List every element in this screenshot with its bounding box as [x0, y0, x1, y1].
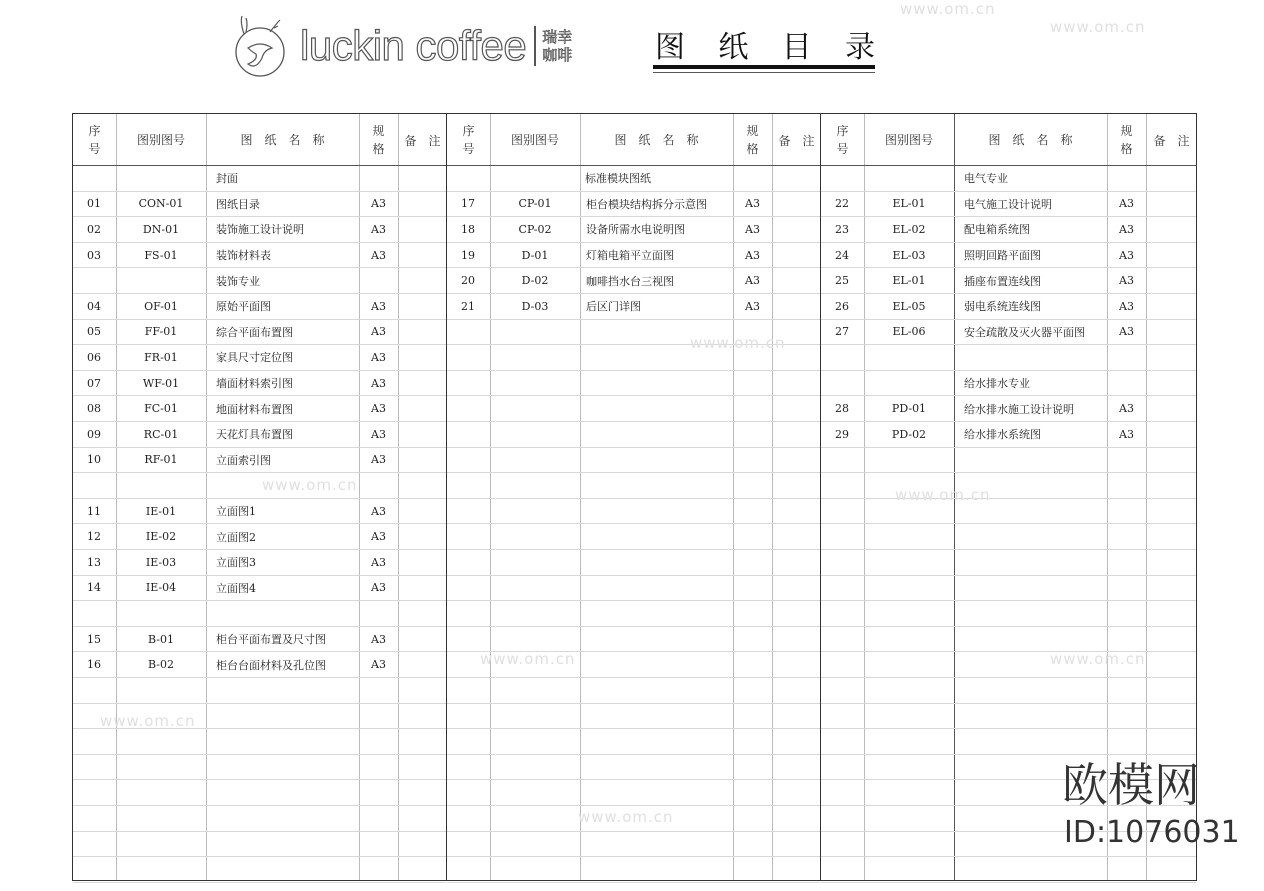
empty-row [821, 678, 1196, 704]
drawing-name: 原始平面图 [216, 300, 271, 314]
paper-size: A3 [1119, 248, 1134, 262]
table-row [73, 576, 446, 602]
watermark-site: www.om.cn [895, 486, 991, 504]
empty-row [821, 601, 1196, 627]
row-number: 27 [835, 325, 849, 339]
empty-row [447, 806, 820, 832]
empty-row [821, 448, 1196, 474]
drawing-name: 后区门详图 [586, 300, 641, 314]
drawing-code: B-01 [147, 632, 174, 646]
page-title [655, 22, 875, 66]
luckin-logo [230, 14, 576, 78]
table-row [821, 243, 1196, 269]
header-remark: 备 注 [398, 114, 447, 166]
paper-size: A3 [1119, 427, 1134, 441]
empty-row [73, 755, 446, 781]
header-remark: 备 注 [772, 114, 821, 166]
paper-size: A3 [1119, 274, 1134, 288]
header-name: 图 纸 名 称 [954, 114, 1107, 166]
table-row [447, 217, 820, 243]
paper-size: A3 [1119, 402, 1134, 416]
drawing-name: 装饰施工设计说明 [216, 223, 304, 237]
row-number: 21 [461, 299, 475, 313]
drawing-code: CON-01 [138, 197, 184, 211]
table-row [447, 192, 820, 218]
empty-row [447, 448, 820, 474]
row-number: 14 [87, 581, 101, 595]
paper-size: A3 [371, 530, 386, 544]
drawing-code: CP-02 [518, 222, 552, 236]
paper-size: A3 [371, 453, 386, 467]
drawing-code: IE-04 [145, 581, 177, 595]
row-number: 24 [835, 248, 849, 262]
empty-row [447, 678, 820, 704]
drawing-index-panel [72, 113, 447, 881]
row-number: 20 [461, 274, 475, 288]
row-number: 29 [835, 427, 849, 441]
title-underline-thin [653, 72, 875, 73]
drawing-code: IE-03 [145, 555, 177, 569]
drawing-code: FC-01 [144, 402, 178, 416]
header-code: 图别图号 [490, 114, 580, 166]
row-number: 19 [461, 248, 475, 262]
row-number: 04 [87, 299, 101, 313]
empty-row [447, 755, 820, 781]
drawing-name: 装饰材料表 [216, 249, 271, 263]
paper-size: A3 [371, 427, 386, 441]
brand-divider [534, 26, 536, 66]
empty-row [447, 857, 820, 883]
paper-size: A3 [371, 581, 386, 595]
drawing-code: PD-02 [891, 427, 927, 441]
section-row [447, 166, 820, 192]
empty-row [821, 499, 1196, 525]
drawing-name: 电气施工设计说明 [964, 197, 1052, 211]
header-size: 规格 [733, 114, 772, 166]
row-number: 06 [87, 350, 101, 364]
drawing-code: IE-01 [145, 504, 177, 518]
drawing-name: 弱电系统连线图 [964, 300, 1041, 314]
row-number: 08 [87, 402, 101, 416]
drawing-name: 立面索引图 [216, 453, 271, 467]
empty-row [73, 473, 446, 499]
drawing-code: EL-06 [892, 325, 926, 339]
drawing-code: EL-01 [892, 274, 926, 288]
table-row [73, 345, 446, 371]
paper-size: A3 [371, 248, 386, 262]
header-code: 图别图号 [864, 114, 954, 166]
drawing-name: 照明回路平面图 [964, 249, 1041, 263]
empty-row [73, 780, 446, 806]
empty-row [821, 704, 1196, 730]
header-size: 规格 [359, 114, 398, 166]
drawing-code: FR-01 [144, 350, 178, 364]
empty-row [447, 320, 820, 346]
section-title: 标准模块图纸 [585, 172, 651, 186]
empty-row [821, 550, 1196, 576]
row-number: 05 [87, 325, 101, 339]
empty-row [447, 524, 820, 550]
empty-row [821, 345, 1196, 371]
empty-row [447, 371, 820, 397]
header-no: 序号 [73, 114, 116, 166]
drawing-code: EL-03 [892, 248, 926, 262]
paper-size: A3 [371, 632, 386, 646]
watermark-site: www.om.cn [480, 650, 576, 668]
section-title: 封面 [216, 172, 238, 186]
table-row [821, 217, 1196, 243]
title-char: 纸 [718, 30, 749, 65]
row-number: 26 [835, 299, 849, 313]
empty-row [821, 473, 1196, 499]
row-number: 16 [87, 658, 101, 672]
paper-size: A3 [371, 555, 386, 569]
table-row [73, 396, 446, 422]
row-number: 01 [87, 197, 101, 211]
paper-size: A3 [371, 504, 386, 518]
drawing-name: 灯箱电箱平立面图 [586, 249, 674, 263]
drawing-index-panel [446, 113, 821, 881]
header-remark: 备 注 [1146, 114, 1197, 166]
paper-size: A3 [371, 197, 386, 211]
drawing-name: 柜台模块结构拆分示意图 [586, 197, 707, 211]
section-row [821, 166, 1196, 192]
empty-row [73, 678, 446, 704]
drawing-code: EL-02 [892, 222, 926, 236]
row-number: 28 [835, 402, 849, 416]
table-row [447, 268, 820, 294]
row-number: 15 [87, 632, 101, 646]
empty-row [821, 652, 1196, 678]
drawing-code: D-01 [521, 248, 549, 262]
row-number: 02 [87, 222, 101, 236]
empty-row [447, 729, 820, 755]
watermark-site: www.om.cn [578, 808, 674, 826]
drawing-code: FS-01 [144, 248, 178, 262]
empty-row [447, 832, 820, 858]
drawing-name: 家具尺寸定位图 [216, 351, 293, 365]
paper-size: A3 [1119, 325, 1134, 339]
watermark-site: www.om.cn [100, 712, 196, 730]
empty-row [447, 704, 820, 730]
watermark-site: www.om.cn [1050, 650, 1146, 668]
watermark-brand: 欧模网 [1062, 758, 1200, 812]
empty-row [73, 806, 446, 832]
table-row [73, 550, 446, 576]
table-row [821, 422, 1196, 448]
section-row [73, 268, 446, 294]
drawing-name: 综合平面布置图 [216, 325, 293, 339]
drawing-code: EL-05 [892, 299, 926, 313]
paper-size: A3 [371, 658, 386, 672]
table-row [73, 448, 446, 474]
table-row [73, 627, 446, 653]
drawing-code: OF-01 [144, 299, 178, 313]
watermark-site: www.om.cn [262, 476, 358, 494]
row-number: 03 [87, 248, 101, 262]
drawing-name: 配电箱系统图 [964, 223, 1030, 237]
drawing-name: 墙面材料索引图 [216, 377, 293, 391]
drawing-name: 地面材料布置图 [216, 402, 293, 416]
table-row [73, 422, 446, 448]
row-number: 17 [461, 197, 475, 211]
drawing-name: 咖啡挡水台三视图 [586, 274, 674, 288]
paper-size: A3 [371, 350, 386, 364]
table-row [447, 243, 820, 269]
row-number: 12 [87, 530, 101, 544]
drawing-code: WF-01 [142, 376, 180, 390]
header-no: 序号 [821, 114, 864, 166]
section-row [73, 166, 446, 192]
table-row [73, 192, 446, 218]
row-number: 13 [87, 555, 101, 569]
table-row [73, 294, 446, 320]
row-number: 07 [87, 376, 101, 390]
drawing-code: FF-01 [144, 325, 178, 339]
table-row [821, 320, 1196, 346]
paper-size: A3 [745, 197, 760, 211]
drawing-name: 插座布置连线图 [964, 274, 1041, 288]
watermark-site: www.om.cn [1050, 18, 1146, 36]
drawing-name: 图纸目录 [216, 197, 260, 211]
empty-row [821, 729, 1196, 755]
row-number: 23 [835, 222, 849, 236]
empty-row [447, 396, 820, 422]
paper-size: A3 [745, 222, 760, 236]
table-row [821, 294, 1196, 320]
watermark-site: www.om.cn [900, 0, 996, 18]
title-char: 目 [781, 30, 812, 65]
paper-size: A3 [1119, 197, 1134, 211]
drawing-code: DN-01 [142, 222, 180, 236]
paper-size: A3 [371, 402, 386, 416]
table-row [73, 320, 446, 346]
drawing-name: 立面图3 [216, 556, 256, 570]
paper-size: A3 [371, 299, 386, 313]
table-row [73, 652, 446, 678]
empty-row [447, 601, 820, 627]
header-name: 图 纸 名 称 [206, 114, 359, 166]
drawing-code: EL-01 [892, 197, 926, 211]
empty-row [73, 857, 446, 883]
empty-row [821, 524, 1196, 550]
table-row [73, 524, 446, 550]
empty-row [447, 576, 820, 602]
drawing-code: CP-01 [518, 197, 552, 211]
drawing-name: 设备所需水电说明图 [586, 223, 685, 237]
title-char: 图 [655, 30, 685, 65]
empty-row [73, 729, 446, 755]
empty-row [73, 704, 446, 730]
drawing-name: 天花灯具布置图 [216, 428, 293, 442]
table-row [821, 396, 1196, 422]
drawing-name: 给水排水施工设计说明 [964, 402, 1074, 416]
empty-row [447, 345, 820, 371]
header-size: 规格 [1107, 114, 1146, 166]
table-row [73, 217, 446, 243]
brand-name: luckin coffee [300, 22, 527, 69]
drawing-code: PD-01 [891, 402, 927, 416]
brand-name-cn: 瑞幸咖啡 [542, 28, 573, 64]
empty-row [821, 857, 1196, 883]
empty-row [447, 627, 820, 653]
paper-size: A3 [371, 376, 386, 390]
header-code: 图别图号 [116, 114, 206, 166]
title-char: 录 [844, 30, 875, 65]
watermark-id: ID:1076031 [1064, 815, 1240, 850]
drawing-code: D-03 [521, 299, 549, 313]
header-no: 序号 [447, 114, 490, 166]
drawing-code: RC-01 [143, 427, 179, 441]
paper-size: A3 [745, 274, 760, 288]
table-row [447, 294, 820, 320]
empty-row [447, 422, 820, 448]
row-number: 09 [87, 427, 101, 441]
empty-row [73, 832, 446, 858]
drawing-code: RF-01 [144, 453, 178, 467]
drawing-code: IE-02 [145, 530, 177, 544]
paper-size: A3 [1119, 299, 1134, 313]
drawing-code: D-02 [521, 274, 549, 288]
row-number: 25 [835, 274, 849, 288]
empty-row [821, 576, 1196, 602]
paper-size: A3 [371, 222, 386, 236]
row-number: 10 [87, 453, 101, 467]
empty-row [447, 473, 820, 499]
row-number: 22 [835, 197, 849, 211]
section-title: 电气专业 [964, 172, 1008, 186]
section-row [821, 371, 1196, 397]
drawing-name: 柜台平面布置及尺寸图 [216, 633, 326, 647]
empty-row [447, 652, 820, 678]
empty-row [821, 627, 1196, 653]
title-underline-thick [653, 65, 875, 69]
drawing-code: B-02 [147, 658, 174, 672]
paper-size: A3 [1119, 222, 1134, 236]
deer-logo-icon [230, 14, 294, 78]
drawing-name: 给水排水系统图 [964, 428, 1041, 442]
row-number: 11 [87, 504, 101, 518]
empty-row [73, 601, 446, 627]
empty-row [447, 780, 820, 806]
empty-row [447, 499, 820, 525]
empty-row [447, 550, 820, 576]
table-row [821, 192, 1196, 218]
table-row [821, 268, 1196, 294]
drawing-name: 柜台台面材料及孔位图 [216, 658, 326, 672]
paper-size: A3 [745, 248, 760, 262]
header-name: 图 纸 名 称 [580, 114, 733, 166]
watermark-site: www.om.cn [690, 334, 786, 352]
table-row [73, 371, 446, 397]
drawing-name: 立面图4 [216, 581, 256, 595]
row-number: 18 [461, 222, 475, 236]
drawing-name: 立面图2 [216, 530, 256, 544]
table-row [73, 243, 446, 269]
drawing-name: 安全疏散及灭火器平面图 [964, 325, 1085, 339]
paper-size: A3 [371, 325, 386, 339]
paper-size: A3 [745, 299, 760, 313]
table-row [73, 499, 446, 525]
section-title: 给水排水专业 [964, 377, 1030, 391]
drawing-name: 立面图1 [216, 505, 256, 519]
section-title: 装饰专业 [216, 274, 260, 288]
